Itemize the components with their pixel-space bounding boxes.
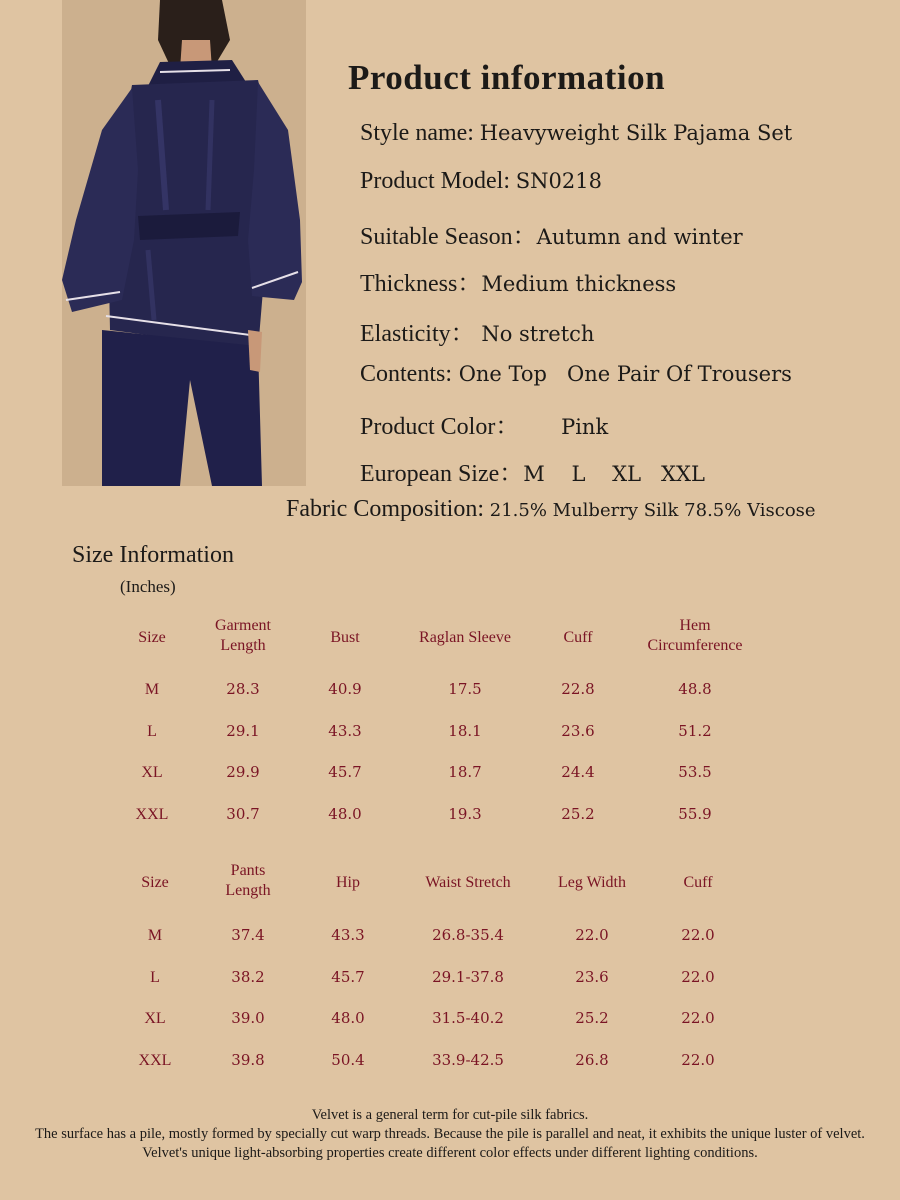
table-cell: 22.0 bbox=[681, 1009, 715, 1027]
table-cell: 53.5 bbox=[678, 763, 712, 781]
table-cell: 48.8 bbox=[678, 680, 712, 698]
table-cell: 51.2 bbox=[678, 722, 712, 740]
table-header-cell: Size bbox=[141, 874, 169, 891]
size-label-cell: L bbox=[150, 969, 160, 986]
size-label-cell: M bbox=[144, 681, 160, 698]
table-cell: 18.7 bbox=[448, 763, 482, 781]
table-header-cell: Cuff bbox=[563, 629, 593, 646]
info-label: Product Color： bbox=[360, 414, 520, 440]
table-cell: 17.5 bbox=[448, 680, 482, 698]
info-value: Autumn and winter bbox=[536, 225, 743, 249]
size-label-cell: M bbox=[147, 927, 163, 944]
table-cell: 22.0 bbox=[681, 968, 715, 986]
info-label: European Size： bbox=[360, 461, 524, 487]
table-cell: 26.8 bbox=[575, 1051, 609, 1069]
table-header-cell: Waist Stretch bbox=[425, 874, 511, 891]
size-label-cell: XL bbox=[144, 1010, 166, 1027]
table-header-cell: Cuff bbox=[683, 874, 713, 891]
info-row-product-model bbox=[360, 168, 602, 195]
product-info-title: Product information bbox=[348, 58, 666, 97]
table-header-cell: Size bbox=[138, 629, 166, 646]
table-cell: 50.4 bbox=[331, 1051, 365, 1069]
table-cell: 40.9 bbox=[328, 680, 362, 698]
info-label: Thickness： bbox=[360, 271, 482, 297]
info-row-contents bbox=[360, 361, 792, 388]
table-cell: 29.9 bbox=[226, 763, 260, 781]
size-unit-label: (Inches) bbox=[120, 577, 176, 596]
table-cell: 37.4 bbox=[231, 926, 265, 944]
info-value: One Top One Pair Of Trousers bbox=[452, 362, 792, 386]
table-header-cell: Hip bbox=[336, 874, 360, 891]
size-label-cell: XL bbox=[141, 764, 163, 781]
table-cell: 19.3 bbox=[448, 805, 482, 823]
info-label: Contents: bbox=[360, 361, 453, 387]
fabric-note-paragraph: The surface has a pile, mostly formed by specially cut warp threads. Because the pile is parallel and neat, it exhibits the unique luster of velvet. Velvet's unique light-absorbing properties create different color effects under different lighting conditions. bbox=[35, 1126, 865, 1161]
info-row-fabric bbox=[286, 496, 816, 523]
table-cell: 30.7 bbox=[226, 805, 260, 823]
product-photo bbox=[62, 0, 306, 486]
table-cell: 38.2 bbox=[231, 968, 265, 986]
table-cell: 48.0 bbox=[331, 1009, 365, 1027]
fabric-note bbox=[30, 1106, 870, 1163]
info-label: Suitable Season： bbox=[360, 224, 537, 250]
table-cell: 45.7 bbox=[328, 763, 362, 781]
info-row-european-size bbox=[360, 453, 705, 488]
table-cell: 22.8 bbox=[561, 680, 595, 698]
table-cell: 28.3 bbox=[226, 680, 260, 698]
table-header-cell: Hem Circumference bbox=[647, 617, 743, 654]
size-label-cell: XXL bbox=[135, 806, 169, 823]
table-cell: 29.1-37.8 bbox=[432, 968, 504, 986]
info-value: No stretch bbox=[474, 322, 595, 346]
table-cell: 22.0 bbox=[681, 1051, 715, 1069]
table-cell: 23.6 bbox=[561, 722, 595, 740]
table-cell: 23.6 bbox=[575, 968, 609, 986]
table-cell: 39.8 bbox=[231, 1051, 265, 1069]
table-cell: 48.0 bbox=[328, 805, 362, 823]
table-cell: 26.8-35.4 bbox=[432, 926, 504, 944]
info-row-elasticity bbox=[360, 313, 594, 348]
info-label: Elasticity： bbox=[360, 321, 475, 347]
table-cell: 18.1 bbox=[448, 722, 482, 740]
info-value: 21.5% Mulberry Silk 78.5% Viscose bbox=[489, 500, 816, 521]
table-cell: 25.2 bbox=[561, 805, 595, 823]
table-cell: 25.2 bbox=[575, 1009, 609, 1027]
table-cell: 22.0 bbox=[681, 926, 715, 944]
info-value: SN0218 bbox=[515, 169, 602, 193]
table-header-cell: Leg Width bbox=[558, 874, 626, 891]
fabric-note-line: Velvet is a general term for cut-pile silk fabrics. bbox=[311, 1107, 589, 1123]
table-cell: 29.1 bbox=[226, 722, 260, 740]
info-label: Fabric Composition: bbox=[286, 496, 484, 522]
info-row-thickness bbox=[360, 263, 676, 298]
table-cell: 31.5-40.2 bbox=[432, 1009, 504, 1027]
table-cell: 55.9 bbox=[678, 805, 712, 823]
table-cell: 43.3 bbox=[328, 722, 362, 740]
table-cell: 39.0 bbox=[231, 1009, 265, 1027]
table-cell: 45.7 bbox=[331, 968, 365, 986]
table-header-cell: Pants Length bbox=[225, 862, 271, 899]
info-value: Medium thickness bbox=[481, 272, 677, 296]
info-label: Product Model: bbox=[360, 168, 510, 194]
table-header-cell: Bust bbox=[330, 629, 360, 646]
info-row-style-name bbox=[360, 120, 792, 147]
size-info-title: Size Information bbox=[72, 542, 234, 568]
info-label: Style name: bbox=[360, 120, 474, 146]
size-label-cell: L bbox=[147, 723, 157, 740]
table-cell: 22.0 bbox=[575, 926, 609, 944]
info-value: Heavyweight Silk Pajama Set bbox=[479, 121, 793, 145]
table-cell: 33.9-42.5 bbox=[432, 1051, 504, 1069]
size-label-cell: XXL bbox=[138, 1052, 172, 1069]
table-cell: 43.3 bbox=[331, 926, 365, 944]
table-header-cell: Garment Length bbox=[215, 617, 271, 654]
info-value: Pink bbox=[561, 415, 609, 439]
table-header-cell: Raglan Sleeve bbox=[419, 629, 511, 646]
table-cell: 24.4 bbox=[561, 763, 595, 781]
info-row-color bbox=[360, 406, 608, 441]
info-row-season bbox=[360, 216, 743, 251]
info-value: M L XL XXL bbox=[523, 462, 705, 486]
